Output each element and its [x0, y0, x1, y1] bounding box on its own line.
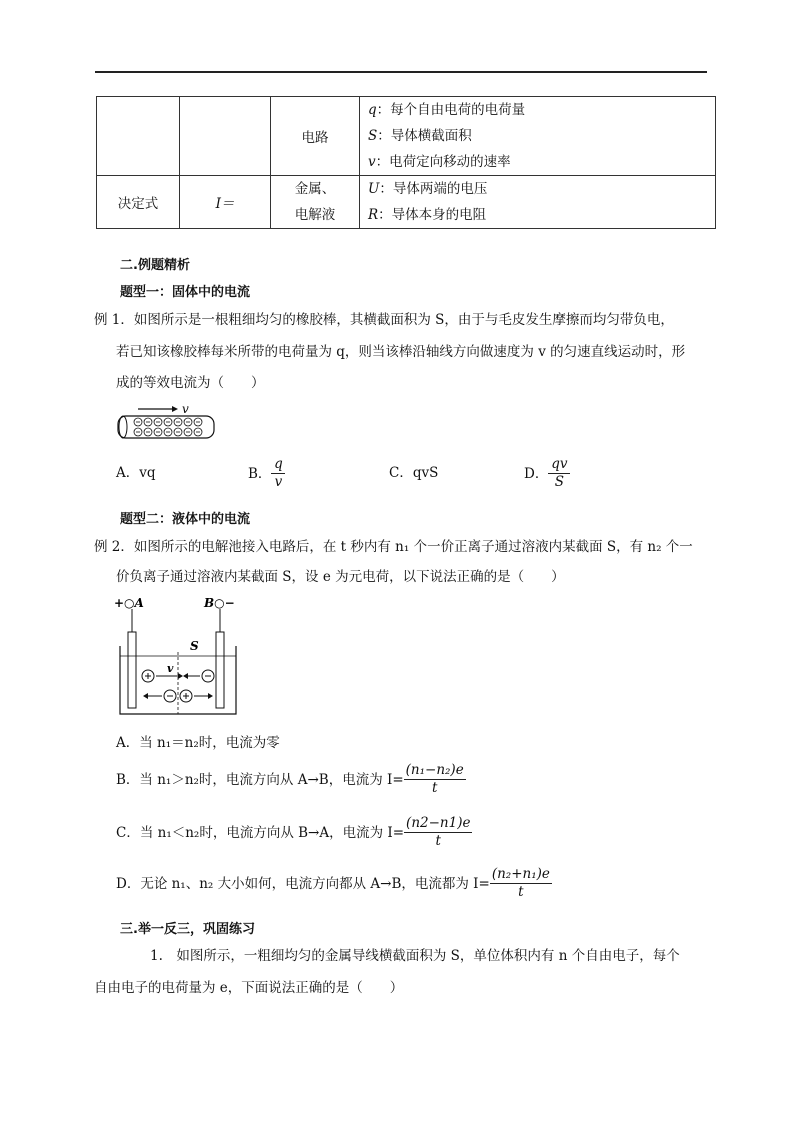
option-a: A．vq — [116, 465, 156, 481]
option-c — [116, 815, 472, 850]
numerator: (n₂+n₁)e — [491, 866, 550, 882]
example-2-line: 价负离子通过溶液内某截面 S，设 e 为元电荷，以下说法正确的是（ ） — [116, 569, 565, 585]
table-cell: 电路 — [271, 97, 360, 176]
fraction — [404, 762, 466, 797]
formula-table — [96, 96, 716, 229]
table-row — [97, 97, 716, 176]
option-b — [248, 456, 285, 491]
option-a: A．当 n₁＝n₂时，电流为零 — [116, 735, 280, 751]
list-item: v：电荷定向移动的速率 — [368, 154, 511, 170]
numerator: qv — [551, 456, 568, 472]
example-1-line: 例 1．如图所示是一根粗细均匀的橡胶棒，其横截面积为 S，由于与毛皮发生摩擦而均匀带负电， — [94, 312, 674, 328]
fraction — [271, 456, 285, 491]
table-cell — [271, 176, 360, 229]
electrode-a-label: +○A — [114, 596, 144, 610]
fraction — [548, 456, 570, 491]
section-s-label: S — [190, 639, 199, 653]
option-c: C．qvS — [389, 465, 439, 481]
list-item: S：导体横截面积 — [368, 128, 472, 144]
electrolytic-cell-figure — [112, 592, 242, 718]
table-row — [97, 176, 716, 229]
type-heading: 题型二：液体中的电流 — [120, 512, 251, 527]
numerator: (n2−n1)e — [406, 815, 471, 831]
velocity-label: v — [182, 402, 189, 416]
option-text: D．无论 n₁、n₂ 大小如何，电流方向都从 A→B，电流都为 I= — [116, 875, 490, 892]
table-cell: 决定式 — [97, 176, 180, 229]
exercise-1-line: 自由电子的电荷量为 e，下面说法正确的是（ ） — [94, 980, 404, 996]
option-text: B．当 n₁＞n₂时，电流方向从 A→B，电流为 I= — [116, 771, 404, 788]
section-heading: 二.例题精析 — [120, 258, 190, 273]
denominator: t — [435, 833, 441, 849]
type-heading: 题型一：固体中的电流 — [120, 285, 251, 300]
electrode-b-label: B○− — [204, 596, 235, 610]
example-1-line: 若已知该橡胶棒每米所带的电荷量为 q，则当该棒沿轴线方向做速度为 v 的匀速直线运动时，形 — [116, 344, 686, 360]
option-d — [524, 456, 570, 491]
rubber-rod-figure — [114, 398, 218, 442]
option-label: B． — [248, 465, 272, 482]
fraction — [490, 866, 552, 901]
list-item: U：导体两端的电压 — [368, 181, 488, 197]
option-label: D． — [524, 465, 549, 482]
denominator: S — [554, 474, 564, 490]
option-text: C．当 n₁＜n₂时，电流方向从 B→A，电流为 I= — [116, 824, 405, 841]
denominator: t — [518, 884, 524, 900]
option-d — [116, 866, 552, 901]
example-2-line: 例 2．如图所示的电解池接入电路后，在 t 秒内有 n₁ 个一价正离子通过溶液内某截面 S，有 n₂ 个一 — [94, 539, 693, 555]
table-cell — [180, 97, 271, 176]
cell-line: 金属、 — [294, 181, 336, 197]
denominator: v — [274, 474, 283, 490]
table-cell: I＝ — [180, 176, 271, 229]
table-cell — [360, 176, 716, 229]
numerator: q — [274, 456, 283, 472]
cell-line: 电解液 — [294, 207, 336, 223]
list-item: q：每个自由电荷的电荷量 — [368, 102, 526, 118]
header-rule — [95, 71, 707, 73]
exercise-1-line: 1. 如图所示，一粗细均匀的金属导线横截面积为 S，单位体积内有 n 个自由电子，每个 — [150, 948, 680, 964]
velocity-label: v — [167, 662, 174, 675]
numerator: (n₁−n₂)e — [405, 762, 464, 778]
denominator: t — [431, 780, 438, 796]
section-heading: 三.举一反三，巩固练习 — [120, 922, 255, 937]
option-b — [116, 762, 466, 797]
table-cell — [360, 97, 716, 176]
table-cell — [97, 97, 180, 176]
fraction — [404, 815, 472, 850]
list-item: R：导体本身的电阻 — [368, 207, 487, 223]
example-1-line: 成的等效电流为（ ） — [116, 375, 265, 391]
